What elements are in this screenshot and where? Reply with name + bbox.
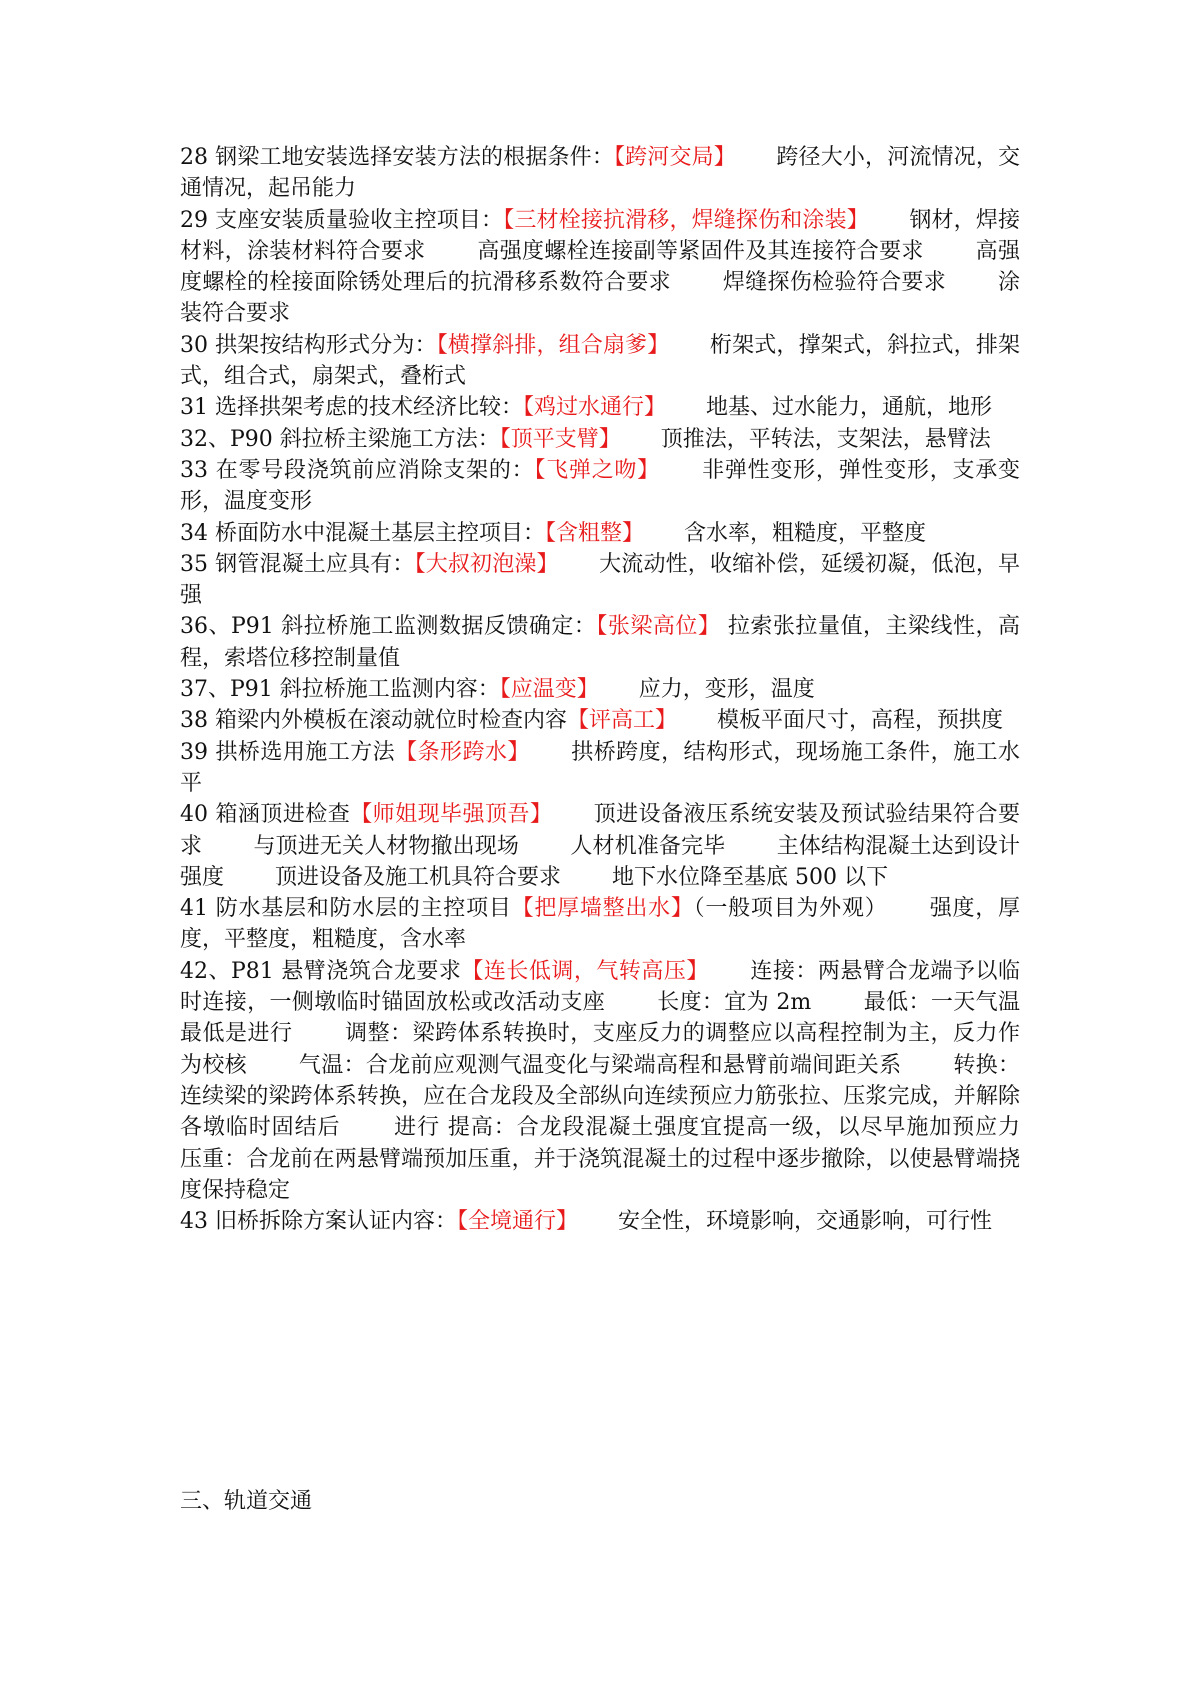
item-prefix: 38 箱梁内外模板在滚动就位时检查内容 xyxy=(180,708,567,734)
item-prefix: 28 钢梁工地安装选择安装方法的根据条件： xyxy=(180,145,614,170)
item-rest: 应力，变形，温度 xyxy=(587,677,815,703)
note-item-28 xyxy=(180,142,1020,205)
item-rest: 非弹性变形，弹性变形，支承变形，温度变形 xyxy=(180,457,1020,515)
item-prefix: 39 拱桥选用施工方法 xyxy=(180,739,396,765)
item-mnemonic: 【大叔初泡澡】 xyxy=(414,551,548,577)
note-item-41 xyxy=(180,893,1020,956)
note-item-29 xyxy=(180,205,1020,330)
item-mnemonic: 【连长低调，气转高压】 xyxy=(461,958,698,984)
section-heading: 三、轨道交通 xyxy=(180,1489,313,1514)
item-prefix: 30 拱架按结构形式分为： xyxy=(180,332,437,358)
note-item-36 xyxy=(180,611,1020,674)
item-rest: 顶推法，平转法，支架法，悬臂法 xyxy=(609,426,991,452)
item-rest: 模板平面尺寸，高程，预拱度 xyxy=(666,708,1004,734)
item-prefix: 43 旧桥拆除方案认证内容： xyxy=(180,1209,457,1235)
note-item-30 xyxy=(180,330,1020,393)
note-item-33 xyxy=(180,455,1020,518)
note-item-42 xyxy=(180,956,1071,1206)
item-prefix: 42、P81 悬臂浇筑合龙要求 xyxy=(180,958,462,984)
note-item-40 xyxy=(180,799,1020,893)
item-prefix: 29 支座安装质量验收主控项目： xyxy=(180,207,504,233)
item-rest: 桁架式，撑架式，斜拉式，排架式，组合式，扇架式，叠桁式 xyxy=(180,332,1020,390)
item-prefix: 31 选择拱架考虑的技术经济比较： xyxy=(180,395,523,421)
item-mnemonic: 【跨河交局】 xyxy=(613,145,725,170)
note-item-31 xyxy=(180,392,1020,423)
item-rest: 安全性，环境影响，交通影响，可行性 xyxy=(567,1209,993,1235)
item-mnemonic: 【把厚墙整出水】 xyxy=(511,896,694,922)
note-item-32 xyxy=(180,424,1020,455)
item-mnemonic: 【评高工】 xyxy=(567,708,667,734)
item-mnemonic: 【鸡过水通行】 xyxy=(523,395,656,421)
item-mnemonic: 【应温变】 xyxy=(499,677,588,703)
item-rest: 大流动性，收缩补偿，延缓初凝，低泡，早强 xyxy=(180,551,1020,609)
item-mnemonic: 【三材栓接抗滑移，焊缝探伤和涂装】 xyxy=(503,207,858,233)
item-prefix: 35 钢管混凝土应具有： xyxy=(180,551,415,577)
item-rest: 地基、过水能力，通航，地形 xyxy=(655,395,993,421)
item-prefix: 34 桥面防水中混凝土基层主控项目： xyxy=(180,520,545,546)
item-rest: （一般项目为外观） 强度，厚度，平整度，粗糙度，含水率 xyxy=(180,896,1020,953)
note-item-34 xyxy=(180,518,1020,549)
item-prefix: 33 在零号段浇筑前应消除支架的： xyxy=(180,457,535,483)
item-prefix: 40 箱涵顶进检查 xyxy=(180,802,351,828)
item-rest: 跨径大小，河流情况，交通情况，起吊能力 xyxy=(180,145,1020,202)
note-item-39 xyxy=(180,737,1020,800)
item-prefix: 37、P91 斜拉桥施工监测内容： xyxy=(180,677,500,703)
item-mnemonic: 【条形跨水】 xyxy=(395,739,519,765)
note-item-38 xyxy=(180,705,1020,736)
item-mnemonic: 【顶平支臂】 xyxy=(499,426,610,452)
item-prefix: 41 防水基层和防水层的主控项目 xyxy=(180,896,512,922)
item-mnemonic: 【师姐现毕强顶吾】 xyxy=(350,802,542,828)
study-notes-list xyxy=(180,142,1071,1237)
item-rest: 顶进设备液压系统安装及预试验结果符合要求 与顶进无关人材物撤出现场 人材机准备完毕 主体结构混凝土达到设计强度 顶进设备及施工机具符合要求 地下水位降至基底 500 以下 xyxy=(180,802,1020,890)
item-mnemonic: 【横撑斜排，组合扇爹】 xyxy=(436,332,659,358)
item-prefix: 36、P91 斜拉桥施工监测数据反馈确定： xyxy=(180,614,597,640)
note-item-43 xyxy=(180,1206,1020,1237)
item-mnemonic: 【含粗整】 xyxy=(545,520,634,546)
item-rest: 拉索张拉量值，主梁线性，高程，索塔位移控制量值 xyxy=(180,614,1020,671)
note-item-35 xyxy=(180,549,1020,612)
item-rest: 钢材，焊接材料，涂装材料符合要求 高强度螺栓连接副等紧固件及其连接符合要求 高强度螺栓的栓接面除锈处理后的抗滑移系数符合要求 焊缝探伤检验符合要求 涂装符合要求 xyxy=(180,207,1020,327)
note-item-37 xyxy=(180,674,1020,705)
item-mnemonic: 【飞弹之吻】 xyxy=(534,457,649,483)
item-mnemonic: 【全境通行】 xyxy=(457,1209,568,1235)
item-rest: 含水率，粗糙度，平整度 xyxy=(633,520,927,546)
item-rest: 拱桥跨度，结构形式，现场施工条件，施工水平 xyxy=(180,739,1020,796)
item-prefix: 32、P90 斜拉桥主梁施工方法： xyxy=(180,426,500,452)
item-rest: 连接：两悬臂合龙端予以临时连接，一侧墩临时锚固放松或改活动支座 长度：宜为 2m 最低：一天气温最低是进行 调整：梁跨体系转换时，支座反力的调整应以高程控制为主，反力作为校核 气温：合龙前应观测气温变化与梁端高程和悬臂前端间距关系 转换：连续梁的梁跨体系转换，应在合龙段及全部纵向连续预应力筋张拉、压浆完成，并解除各墩临时固结后 进行 提高：合龙段混凝土强度宜提高一级，以尽早施加预应力 压重：合龙前在两悬臂端预加压重，并于浇筑混凝土的过程中逐步撤除，以使悬臂端挠度保持稳定 xyxy=(180,958,1071,1203)
item-mnemonic: 【张梁高位】 xyxy=(596,614,721,640)
